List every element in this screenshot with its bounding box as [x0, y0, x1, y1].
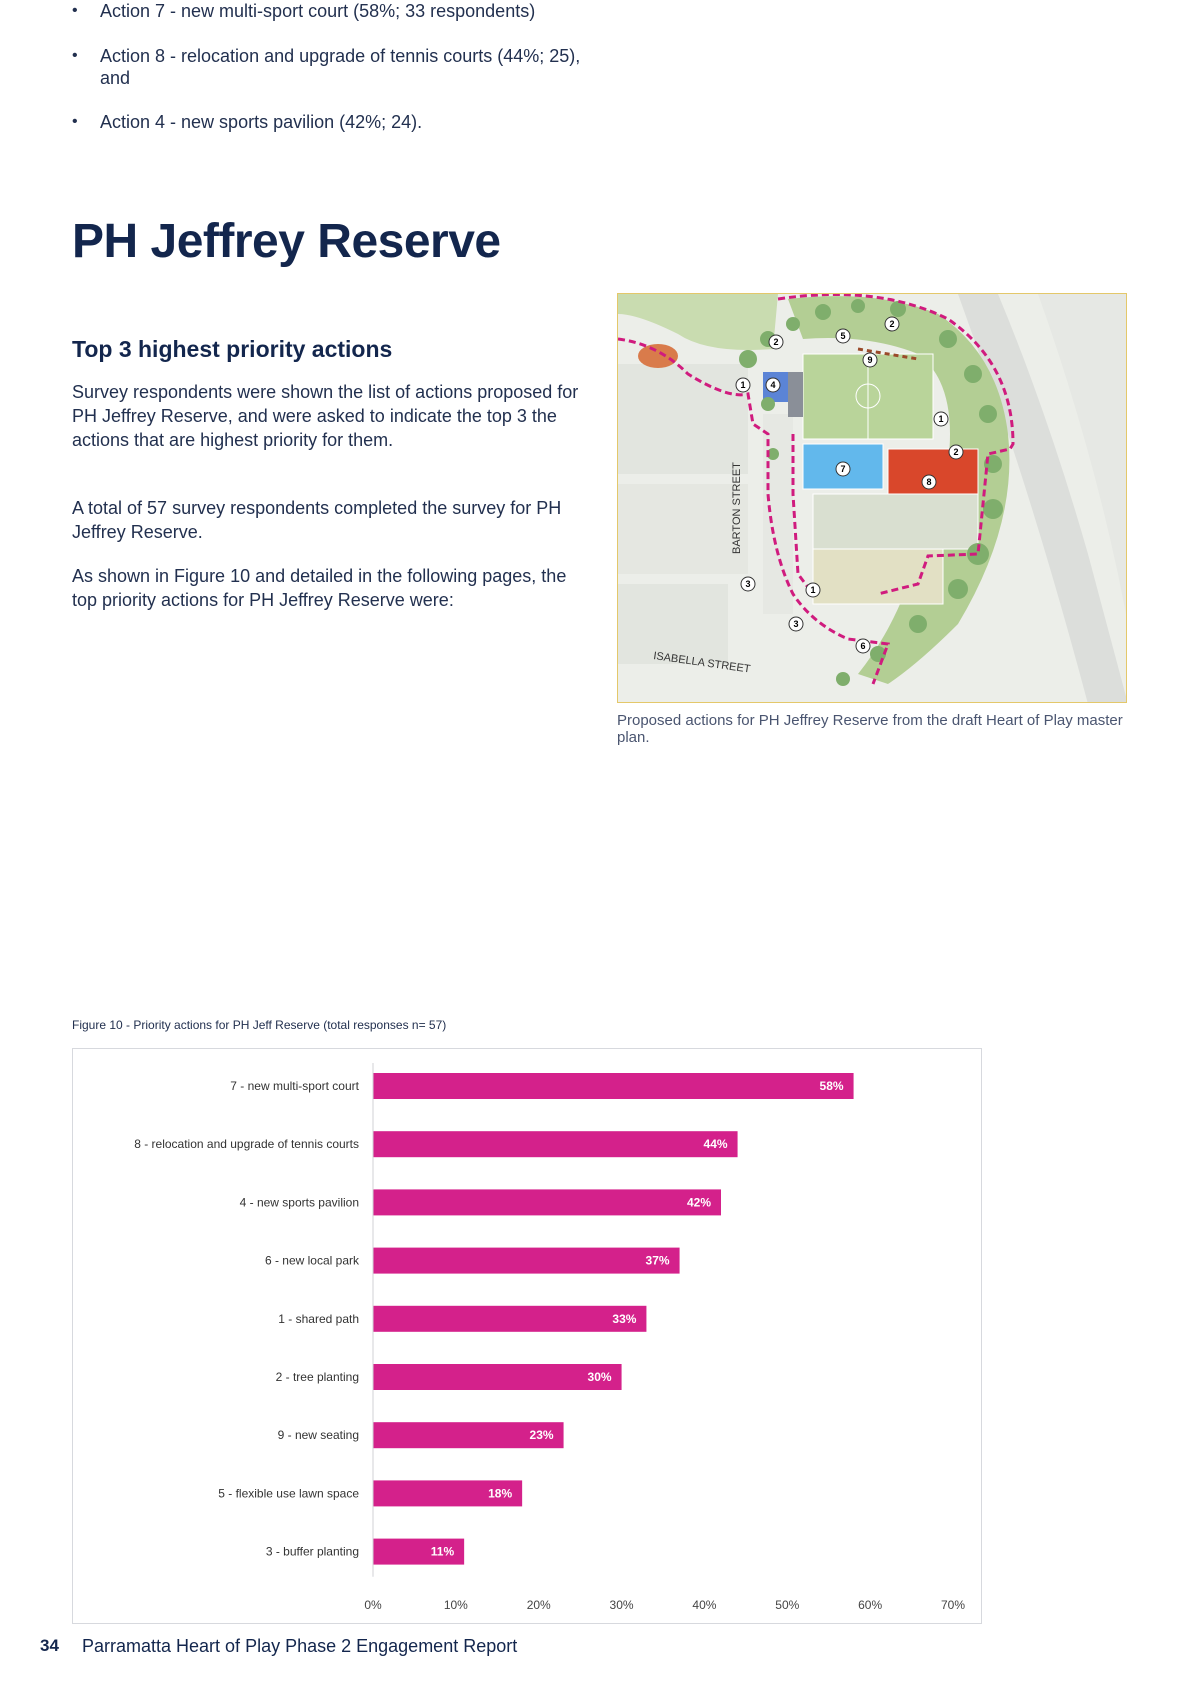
- bar: [373, 1073, 854, 1099]
- chart-canvas: [73, 1049, 983, 1625]
- svg-text:1: 1: [810, 585, 816, 595]
- svg-text:2: 2: [773, 337, 779, 347]
- map-marker: [922, 475, 936, 489]
- bar-value-label: 18%: [488, 1486, 513, 1501]
- map-caption: Proposed actions for PH Jeffrey Reserve from the draft Heart of Play master plan.: [617, 712, 1123, 746]
- svg-text:8: 8: [926, 477, 932, 487]
- svg-text:1: 1: [740, 380, 746, 390]
- priority-item: • Action 4 - new sports pavilion (42%; 24).: [72, 111, 592, 133]
- map-marker: [736, 378, 750, 392]
- bar-value-label: 33%: [612, 1311, 637, 1326]
- page-number: 34: [40, 1636, 59, 1655]
- map-marker: [741, 577, 755, 591]
- map-marker: [949, 445, 963, 459]
- x-tick-label: 70%: [940, 1598, 966, 1612]
- map-illustration: [618, 294, 1127, 703]
- bar: [373, 1306, 646, 1332]
- bar-value-label: 37%: [645, 1253, 670, 1268]
- map-marker: [836, 462, 850, 476]
- map-marker: [885, 317, 899, 331]
- category-label: 9 - new seating: [277, 1428, 359, 1443]
- street-label: BARTON STREET: [731, 462, 743, 554]
- map-marker: [789, 617, 803, 631]
- svg-text:3: 3: [793, 619, 799, 629]
- svg-text:7: 7: [840, 464, 846, 474]
- category-label: 3 - buffer planting: [265, 1544, 359, 1559]
- category-label: 2 - tree planting: [275, 1370, 359, 1384]
- x-tick-label: 50%: [775, 1598, 800, 1612]
- category-label: 8 - relocation and upgrade of tennis courts: [134, 1137, 359, 1152]
- figure-caption: Figure 10 - Priority actions for PH Jeff Reserve (total responses n= 57): [72, 1018, 447, 1032]
- bar-value-label: 58%: [819, 1079, 844, 1093]
- svg-text:4: 4: [770, 380, 776, 390]
- bar-value-label: 44%: [703, 1137, 728, 1152]
- svg-text:5: 5: [840, 331, 846, 341]
- map-marker: [769, 335, 783, 349]
- bar-value-label: 42%: [686, 1195, 711, 1210]
- map-marker: [863, 353, 877, 367]
- map-marker: [836, 329, 850, 343]
- priority-item: • Action 8 - relocation and upgrade of tennis courts (44%; 25), and: [72, 45, 592, 89]
- intro-paragraph: Survey respondents were shown the list of actions proposed for PH Jeffrey Reserve, and were asked to indicate the top 3 the actions that are highest priority for them.: [72, 382, 579, 450]
- category-label: 7 - new multi-sport court: [230, 1079, 359, 1093]
- category-label: 5 - flexible use lawn space: [218, 1486, 359, 1501]
- x-tick-label: 60%: [858, 1598, 883, 1612]
- bar: [373, 1189, 721, 1215]
- category-label: 6 - new local park: [264, 1253, 359, 1268]
- svg-text:2: 2: [889, 319, 895, 329]
- svg-text:3: 3: [745, 579, 751, 589]
- x-tick-label: 40%: [692, 1598, 717, 1612]
- page-title: PH Jeffrey Reserve: [72, 215, 501, 268]
- map-marker: [934, 412, 948, 426]
- priority-chart: [72, 1048, 982, 1624]
- map-marker: [806, 583, 820, 597]
- figure-reference-paragraph: As shown in Figure 10 and detailed in the following pages, the top priority actions for PH Jeffrey Reserve were:: [72, 566, 567, 610]
- map-marker: [766, 378, 780, 392]
- bar-value-label: 23%: [529, 1428, 554, 1443]
- bar-value-label: 11%: [430, 1544, 455, 1559]
- map-marker: [856, 639, 870, 653]
- category-label: 4 - new sports pavilion: [239, 1195, 359, 1210]
- x-tick-label: 30%: [609, 1598, 634, 1612]
- master-plan-map: [617, 293, 1127, 703]
- respondents-paragraph: A total of 57 survey respondents completed the survey for PH Jeffrey Reserve.: [72, 498, 562, 542]
- svg-text:2: 2: [953, 447, 959, 457]
- svg-text:1: 1: [938, 414, 944, 424]
- bar: [373, 1248, 680, 1274]
- x-tick-label: 0%: [364, 1598, 382, 1612]
- priority-item: • Action 7 - new multi-sport court (58%; 33 respondents): [72, 0, 592, 22]
- svg-text:9: 9: [867, 355, 873, 365]
- svg-text:6: 6: [860, 641, 866, 651]
- category-label: 1 - shared path: [278, 1311, 359, 1326]
- bar-value-label: 30%: [587, 1370, 612, 1384]
- section-heading: Top 3 highest priority actions: [72, 336, 393, 362]
- bar: [373, 1131, 738, 1157]
- bar: [373, 1364, 622, 1390]
- street-label: ISABELLA STREET: [652, 650, 752, 676]
- x-tick-label: 10%: [443, 1598, 468, 1612]
- x-tick-label: 20%: [526, 1598, 551, 1612]
- report-title: Parramatta Heart of Play Phase 2 Engagement Report: [82, 1636, 518, 1656]
